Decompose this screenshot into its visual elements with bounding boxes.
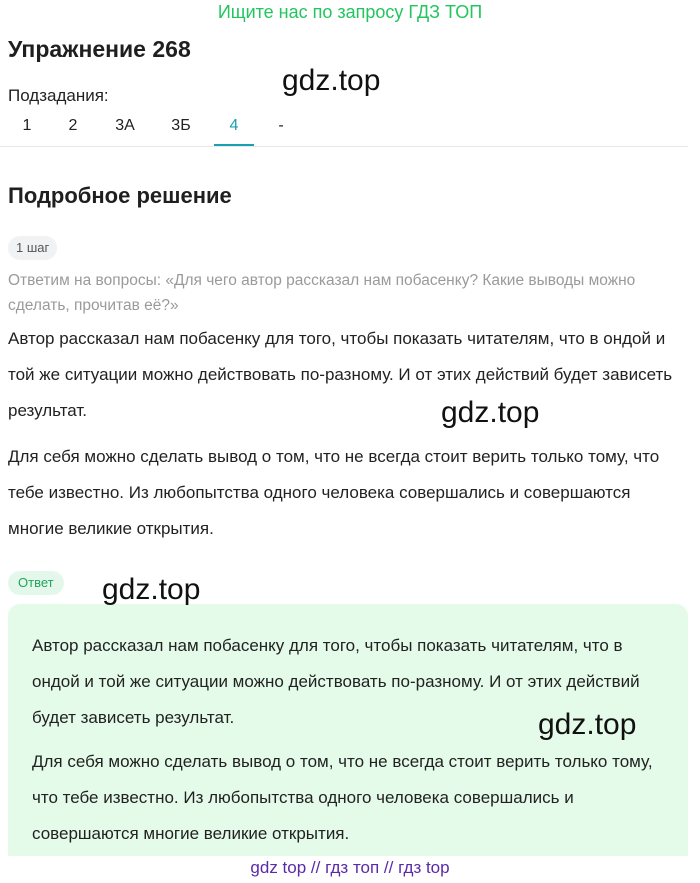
watermark: gdz.top xyxy=(538,708,637,741)
answer-paragraph-2: Для себя можно сделать вывод о том, что не всегда стоит верить только тому, что тебе известно. Из любопытства одного человека совершались и совершаются многие великие открытия. xyxy=(32,752,653,843)
tab-dash[interactable]: - xyxy=(278,117,284,134)
tab-2[interactable]: 2 xyxy=(68,117,78,134)
step-badge: 1 шаг xyxy=(8,236,57,260)
tab-3a[interactable]: 3А xyxy=(115,117,135,134)
tab-3b[interactable]: 3Б xyxy=(171,117,191,134)
watermark: gdz.top xyxy=(441,396,540,429)
watermark: gdz.top xyxy=(102,573,201,606)
exercise-title: Упражнение 268 xyxy=(8,36,191,62)
solution-title: Подробное решение xyxy=(8,183,232,208)
solution-paragraph-2: Для себя можно сделать вывод о том, что не всегда стоит верить только тому, что тебе известно. Из любопытства одного человека совершались и совершаются многие великие открытия. xyxy=(8,447,660,538)
question-text: Ответим на вопросы: «Для чего автор рассказал нам побасенку? Какие выводы можно сделать, прочитав её?» xyxy=(8,272,636,314)
tab-4[interactable]: 4 xyxy=(214,110,254,146)
subtask-tabs xyxy=(0,110,688,147)
watermark: gdz.top xyxy=(282,64,381,97)
solution-paragraph-1: Автор рассказал нам побасенку для того, чтобы показать читателям, что в ондой и той же ситуации можно действовать по-разному. И от этих действий будет зависеть результат. xyxy=(8,329,673,420)
search-banner: Ищите нас по запросу ГДЗ ТОП xyxy=(217,2,483,22)
subtasks-label: Подзадания: xyxy=(8,86,109,105)
footer-links: gdz top // гдз топ // гдз top xyxy=(250,858,450,877)
answer-badge: Ответ xyxy=(8,571,64,595)
tab-1[interactable]: 1 xyxy=(22,117,32,134)
answer-paragraph-1: Автор рассказал нам побасенку для того, чтобы показать читателям, что в ондой и той же ситуации можно действовать по-разному. И от этих действий будет зависеть результат. xyxy=(32,636,640,727)
